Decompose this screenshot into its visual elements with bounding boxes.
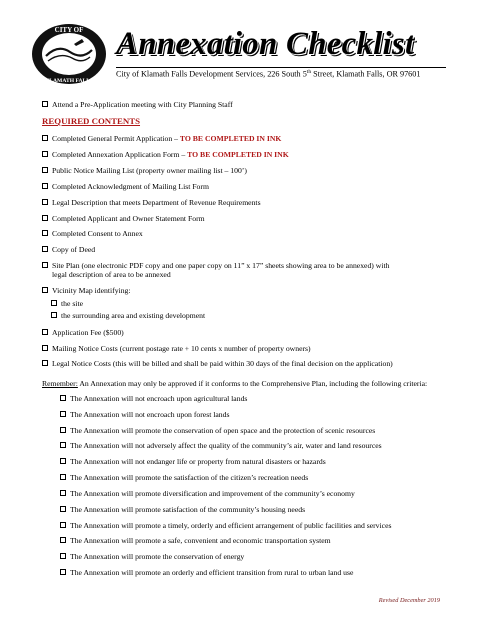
checklist-item: Attend a Pre-Application meeting with City Planning Staff bbox=[42, 100, 442, 109]
checkbox-icon[interactable] bbox=[51, 300, 57, 306]
criteria-item: The Annexation will promote satisfaction of the community’s housing needs bbox=[60, 505, 442, 514]
checkbox-icon[interactable] bbox=[60, 490, 66, 496]
checkbox-icon[interactable] bbox=[42, 101, 48, 107]
checkbox-icon[interactable] bbox=[60, 458, 66, 464]
revised-date: Revised December 2019 bbox=[378, 597, 440, 604]
criteria-item: The Annexation will promote a timely, orderly and efficient arrangement of public facilities and services bbox=[60, 521, 442, 530]
checkbox-icon[interactable] bbox=[60, 522, 66, 528]
checkbox-icon[interactable] bbox=[60, 553, 66, 559]
checklist-item: Copy of Deed bbox=[42, 245, 442, 254]
seal-bottom-text: KLAMATH FALLS bbox=[44, 78, 94, 84]
checkbox-icon[interactable] bbox=[42, 262, 48, 268]
checkbox-icon[interactable] bbox=[42, 329, 48, 335]
checkbox-icon[interactable] bbox=[42, 183, 48, 189]
checkbox-icon[interactable] bbox=[42, 199, 48, 205]
fee-item: Mailing Notice Costs (current postage rate + 10 cents x number of property owners) bbox=[42, 344, 442, 353]
address-line: City of Klamath Falls Development Services, 226 South 5th Street, Klamath Falls, OR 97601 bbox=[116, 67, 446, 79]
checkbox-icon[interactable] bbox=[51, 312, 57, 318]
checklist-item: Completed Applicant and Owner Statement Form bbox=[42, 214, 442, 223]
required-contents-heading: REQUIRED CONTENTS bbox=[42, 115, 141, 126]
criteria-item: The Annexation will promote the conservation of open space and the protection of scenic resources bbox=[60, 426, 442, 435]
criteria-item: The Annexation will not endanger life or property from natural disasters or hazards bbox=[60, 457, 442, 466]
checklist-item: Public Notice Mailing List (property owner mailing list – 100’) bbox=[42, 166, 442, 175]
seal-top-text: CITY OF bbox=[54, 26, 84, 34]
checkbox-icon[interactable] bbox=[42, 215, 48, 221]
checkbox-icon[interactable] bbox=[42, 135, 48, 141]
checkbox-icon[interactable] bbox=[60, 395, 66, 401]
checklist-item: Completed Annexation Application Form – TO BE COMPLETED IN INK bbox=[42, 150, 442, 159]
checkbox-icon[interactable] bbox=[60, 427, 66, 433]
criteria-item: The Annexation will promote the conservation of energy bbox=[60, 552, 442, 561]
criteria-item: The Annexation will promote the satisfaction of the citizen’s recreation needs bbox=[60, 473, 442, 482]
criteria-item: The Annexation will promote diversification and improvement of the community’s economy bbox=[60, 489, 442, 498]
checkbox-icon[interactable] bbox=[60, 411, 66, 417]
fee-item: Legal Notice Costs (this will be billed and shall be paid within 30 days of the final decision on the application) bbox=[42, 359, 442, 368]
checkbox-icon[interactable] bbox=[60, 474, 66, 480]
checkbox-icon[interactable] bbox=[42, 246, 48, 252]
checklist-item: Site Plan (one electronic PDF copy and one paper copy on 11” x 17” sheets showing area to be annexed) with legal description of area to be annexed bbox=[42, 261, 442, 279]
checkbox-icon[interactable] bbox=[42, 230, 48, 236]
checkbox-icon[interactable] bbox=[42, 151, 48, 157]
checklist-item: Completed Acknowledgment of Mailing List Form bbox=[42, 182, 442, 191]
checkbox-icon[interactable] bbox=[60, 506, 66, 512]
checkbox-icon[interactable] bbox=[42, 167, 48, 173]
checklist-item: Legal Description that meets Department of Revenue Requirements bbox=[42, 198, 442, 207]
checkbox-icon[interactable] bbox=[60, 442, 66, 448]
fee-item: Application Fee ($500) bbox=[42, 328, 442, 337]
checkbox-icon[interactable] bbox=[60, 569, 66, 575]
remember-paragraph: Remember: An Annexation may only be approved if it conforms to the Comprehensive Plan, including the following criteria: bbox=[42, 378, 428, 388]
city-seal-logo bbox=[30, 22, 108, 86]
checklist bbox=[42, 100, 442, 584]
checklist-item: Completed Consent to Annex bbox=[42, 229, 442, 238]
checklist-item: Completed General Permit Application – TO BE COMPLETED IN INK bbox=[42, 134, 442, 143]
checkbox-icon[interactable] bbox=[60, 537, 66, 543]
criteria-item: The Annexation will promote an orderly and efficient transition from rural to urban land use bbox=[60, 568, 442, 577]
checklist-subitem: the site bbox=[51, 299, 442, 308]
checklist-item: Vicinity Map identifying: bbox=[42, 286, 442, 295]
checkbox-icon[interactable] bbox=[42, 287, 48, 293]
checkbox-icon[interactable] bbox=[42, 345, 48, 351]
criteria-item: The Annexation will not adversely affect the quality of the community’s air, water and land resources bbox=[60, 441, 442, 450]
page-title: Annexation Checklist bbox=[116, 26, 415, 62]
criteria-item: The Annexation will not encroach upon forest lands bbox=[60, 410, 442, 419]
checkbox-icon[interactable] bbox=[42, 360, 48, 366]
criteria-item: The Annexation will not encroach upon agricultural lands bbox=[60, 394, 442, 403]
checklist-subitem: the surrounding area and existing development bbox=[51, 311, 442, 320]
criteria-item: The Annexation will promote a safe, convenient and economic transportation system bbox=[60, 536, 442, 545]
